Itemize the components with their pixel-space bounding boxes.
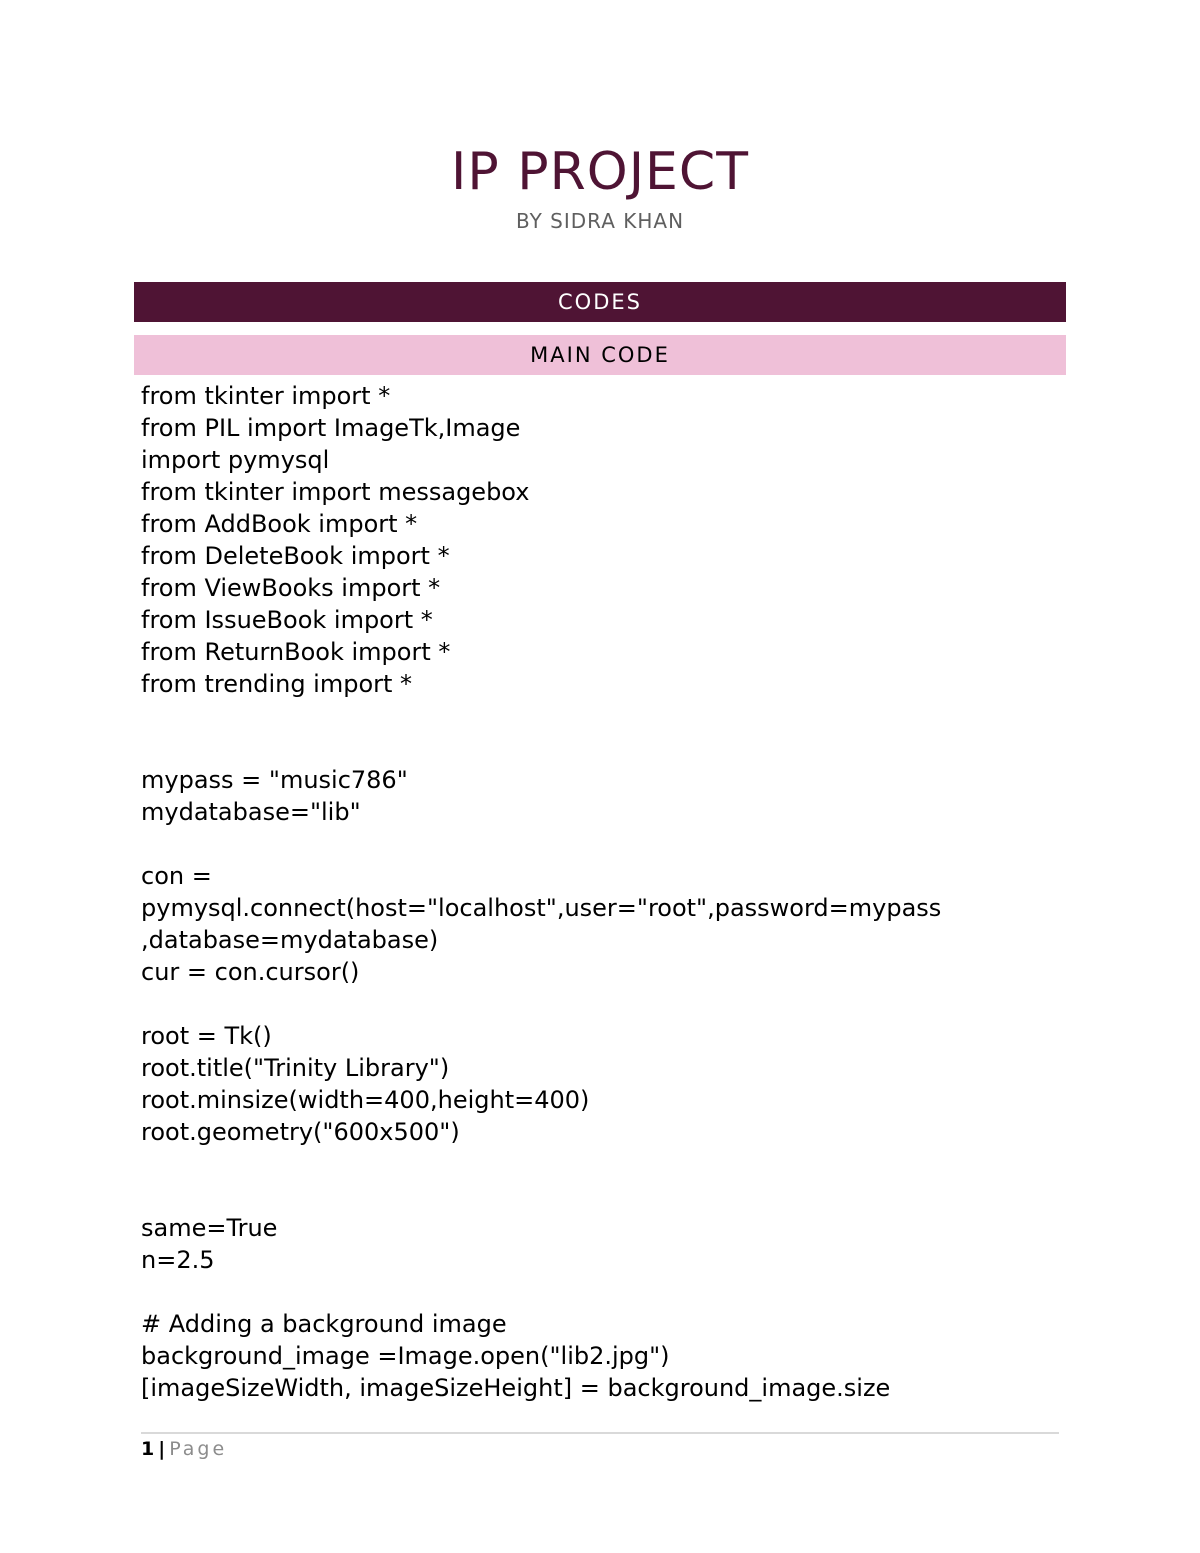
page-number: 1 (141, 1438, 155, 1460)
code-line: n=2.5 (141, 1246, 215, 1274)
code-line: root = Tk() (141, 1022, 272, 1050)
code-line: background_image =Image.open("lib2.jpg") (141, 1342, 670, 1370)
code-line: from PIL import ImageTk,Image (141, 414, 521, 442)
document-subtitle: BY SIDRA KHAN (515, 209, 685, 233)
section-heading-codes: CODES (134, 282, 1066, 322)
code-line (141, 828, 1071, 860)
code-line: from ReturnBook import * (141, 638, 451, 666)
page-separator: | (158, 1438, 166, 1460)
code-line (141, 1276, 1071, 1308)
code-line (141, 1180, 1071, 1212)
code-line (141, 988, 1071, 1020)
code-line: same=True (141, 1214, 278, 1242)
code-line: from ViewBooks import * (141, 574, 441, 602)
page-footer (141, 1437, 227, 1461)
code-line (141, 732, 1071, 764)
code-line: root.geometry("600x500") (141, 1118, 460, 1146)
code-line: from DeleteBook import * (141, 542, 450, 570)
footer-divider (141, 1432, 1059, 1434)
code-line (141, 700, 1071, 732)
code-line: from IssueBook import * (141, 606, 433, 634)
code-line: from tkinter import * (141, 382, 391, 410)
code-line: from AddBook import * (141, 510, 418, 538)
code-line (141, 1148, 1071, 1180)
code-line: mydatabase="lib" (141, 798, 361, 826)
page-label: Page (169, 1438, 228, 1460)
subsection-heading-main-code: MAIN CODE (134, 335, 1066, 375)
code-line: mypass = "music786" (141, 766, 408, 794)
code-line: pymysql.connect(host="localhost",user="root",password=mypass (141, 894, 942, 922)
code-line: import pymysql (141, 446, 330, 474)
code-line: from trending import * (141, 670, 413, 698)
code-line: # Adding a background image (141, 1310, 507, 1338)
code-line: ,database=mydatabase) (141, 926, 439, 954)
code-line: [imageSizeWidth, imageSizeHeight] = background_image.size (141, 1374, 891, 1402)
code-line: from tkinter import messagebox (141, 478, 530, 506)
code-line: con = (141, 862, 212, 890)
document-title: IP PROJECT (451, 142, 749, 202)
code-line: root.title("Trinity Library") (141, 1054, 450, 1082)
code-line: cur = con.cursor() (141, 958, 360, 986)
code-block (141, 380, 1071, 1404)
code-line: root.minsize(width=400,height=400) (141, 1086, 590, 1114)
